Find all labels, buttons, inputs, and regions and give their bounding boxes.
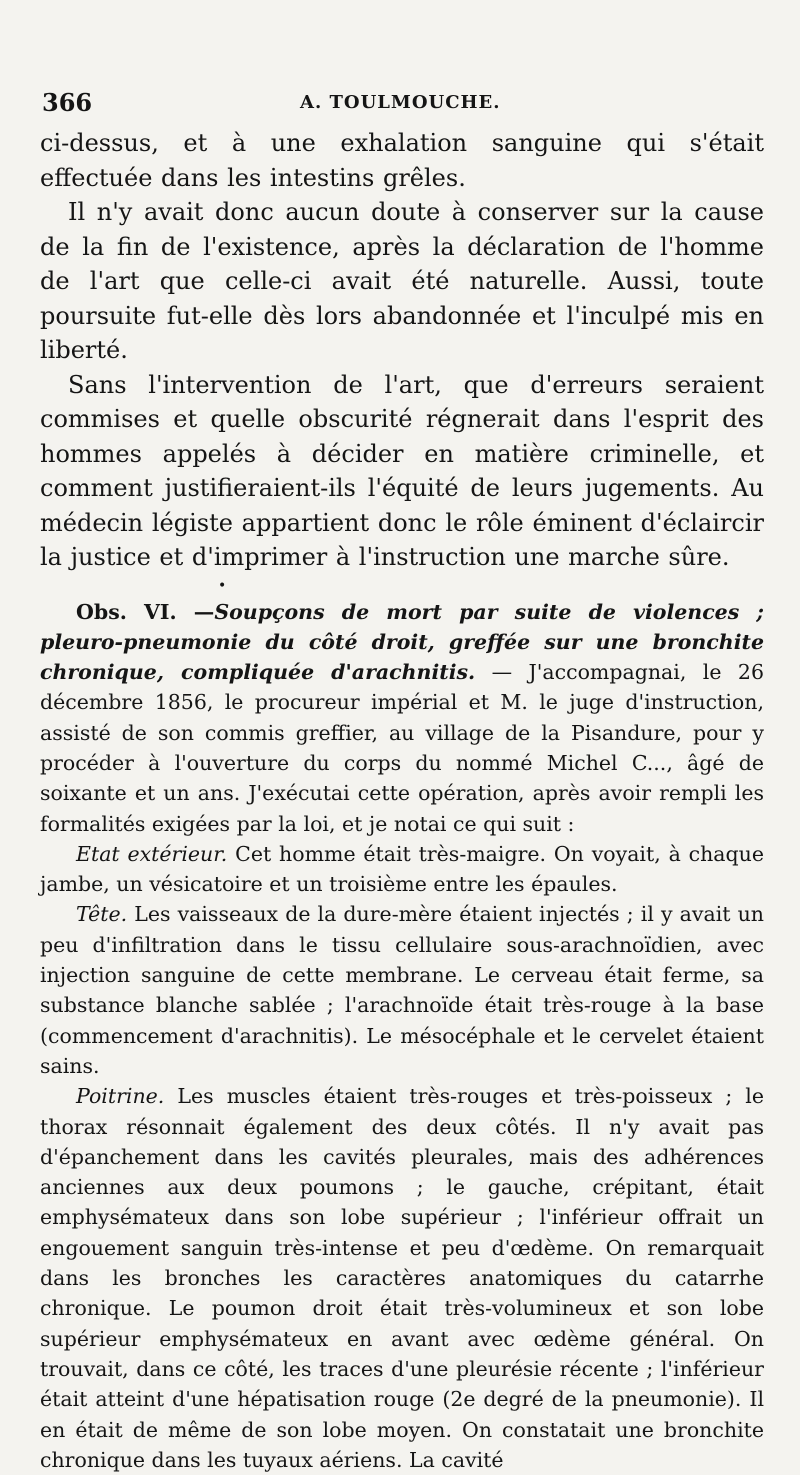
section-text: Cet homme était très-maigre. On voyait, à chaque jambe, un vésicatoire et un troisième entre les épaules.: [40, 841, 764, 897]
observation-paragraph: [40, 597, 764, 839]
section-label: Poitrine.: [76, 1084, 165, 1109]
section-label: Etat extérieur.: [76, 841, 228, 866]
observation-title: Soupçons de mort par suite de violences ; pleuro-pneumonie du côté droit, greffée sur une bronchite chronique, compliquée d'arachnitis.: [40, 599, 764, 685]
section-label: Tête.: [76, 902, 128, 927]
paragraph-intervention: Sans l'intervention de l'art, que d'erreurs seraient commises et quelle obscurité régnerait dans l'esprit des hommes appelés à décider en matière criminelle, et comment justifieraient-ils l'équité de leurs jugements. Au médecin légiste appartient donc le rôle éminent d'éclaircir la justice et d'imprimer à l'instruction une marche sûre.: [40, 370, 764, 571]
paragraph-continuation: ci-dessus, et à une exhalation sanguine qui s'était effectuée dans les intestins grêles.: [40, 129, 764, 192]
running-head: [40, 84, 764, 126]
page-number: 366: [42, 88, 93, 117]
observation-label: Obs. VI. —: [76, 599, 215, 624]
section-poitrine: [40, 1081, 764, 1475]
observation-text: — J'accompagnai, le 26 décembre 1856, le procureur impérial et M. le juge d'instruction, assisté de son commis greffier, au village de la Pisandure, pour y procéder à l'ouverture du corps du nommé Michel C..., âgé de soixante et un ans. J'exécutai cette opération, après avoir rempli les formalités exigées par la loi, et je notai ce qui suit :: [40, 660, 764, 836]
section-etat-exterieur: [40, 839, 764, 900]
section-text: Les vaisseaux de la dure-mère étaient injectés ; il y avait un peu d'infiltration dans le tissu cellulaire sous-arachnoïdien, avec injection sanguine de cette membrane. Le cerveau était ferme, sa substance blanche sablée ; l'arachnoïde était très-rouge à la base (commencement d'arachnitis). Le mésocéphale et le cervelet étaient sains.: [40, 902, 764, 1078]
section-text: Les muscles étaient très-rouges et très-poisseux ; le thorax résonnait également des deux côtés. Il n'y avait pas d'épanchement dans les cavités pleurales, mais des adhérences anciennes aux deux poumons ; le gauche, crépitant, était emphysémateux dans son lobe supérieur ; l'inférieur offrait un engouement sanguin très-intense et peu d'œdème. On remarquait dans les bronches les caractères anatomiques du catarrhe chronique. Le poumon droit était très-volumineux et son lobe supérieur emphysémateux en avant avec œdème général. On trouvait, dans ce côté, les traces d'une pleurésie récente ; l'inférieur était atteint d'une hépatisation rouge (2e degré de la pneumonie). Il en était de même de son lobe moyen. On constatait une bronchite chronique dans les tuyaux aériens. La cavité: [40, 1084, 764, 1472]
separator-dot: •: [218, 577, 227, 594]
paragraph-conclusion: Il n'y avait donc aucun doute à conserver sur la cause de la fin de l'existence, après la déclaration de l'homme de l'art que celle-ci avait été naturelle. Aussi, toute poursuite fut-elle dès lors abandonnée et l'inculpé mis en liberté.: [40, 198, 764, 364]
section-tete: [40, 899, 764, 1081]
running-title: A. TOULMOUCHE.: [300, 92, 501, 113]
